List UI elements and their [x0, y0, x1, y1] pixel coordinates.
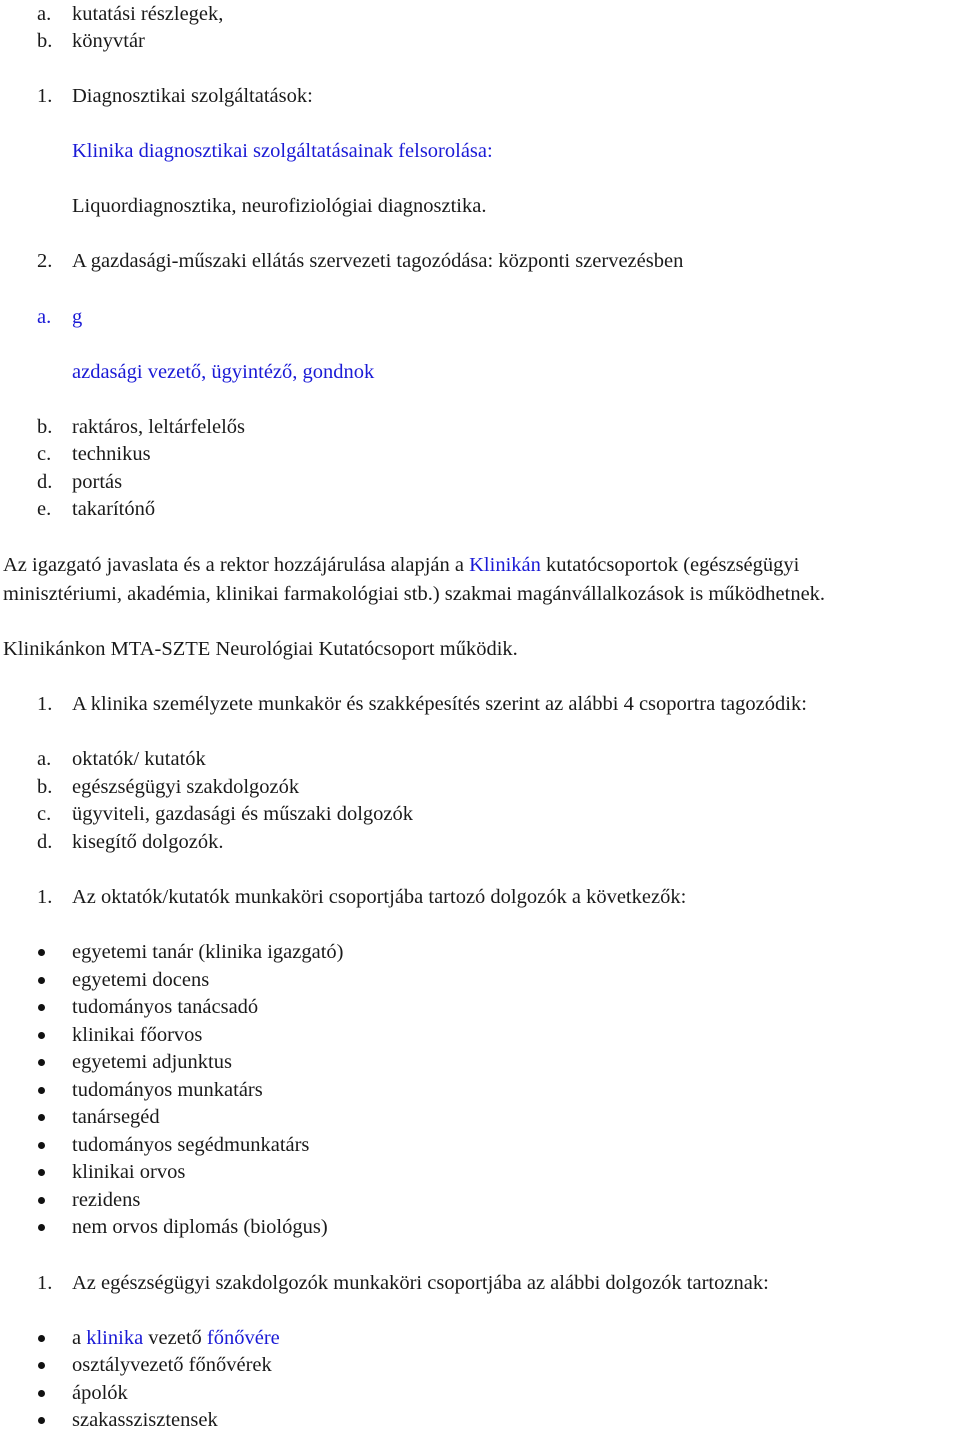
klinika-link[interactable]: klinika [86, 1327, 144, 1349]
bullet-icon [38, 1362, 45, 1369]
klinikan-link[interactable]: Klinikán [469, 554, 541, 576]
bullet-icon [38, 1224, 45, 1231]
paragraph: Klinikánkon MTA-SZTE Neurológiai Kutatócsoport működik. [3, 638, 518, 660]
bullet-icon [38, 977, 45, 984]
fonovere-link[interactable]: főnővére [206, 1327, 280, 1349]
bullet-icon [38, 1059, 45, 1066]
bullet-icon [38, 1032, 45, 1039]
paragraph-line: Az igazgató javaslata és a rektor hozzájárulása alapján a Klinikán kutatócsoportok (egészségügyi [3, 554, 800, 576]
diagnostics-link[interactable]: Klinika diagnosztikai szolgáltatásainak felsorolása: [72, 140, 493, 162]
bullet-icon [38, 1004, 45, 1011]
bullet-icon [38, 1114, 45, 1121]
bullet-icon [38, 1087, 45, 1094]
bullet-icon [38, 1169, 45, 1176]
bullet-icon [38, 1417, 45, 1424]
bullet-icon [38, 1142, 45, 1149]
bullet-icon [38, 1335, 45, 1342]
list-link[interactable]: g [72, 306, 83, 328]
bullet-icon [38, 1197, 45, 1204]
list-link[interactable]: azdasági vezető, ügyintéző, gondnok [72, 361, 375, 383]
bullet-icon [38, 949, 45, 956]
paragraph-line: minisztériumi, akadémia, klinikai farmakológiai stb.) szakmai magánvállalkozások is működhetnek. [3, 583, 826, 605]
bullet-icon [38, 1390, 45, 1397]
